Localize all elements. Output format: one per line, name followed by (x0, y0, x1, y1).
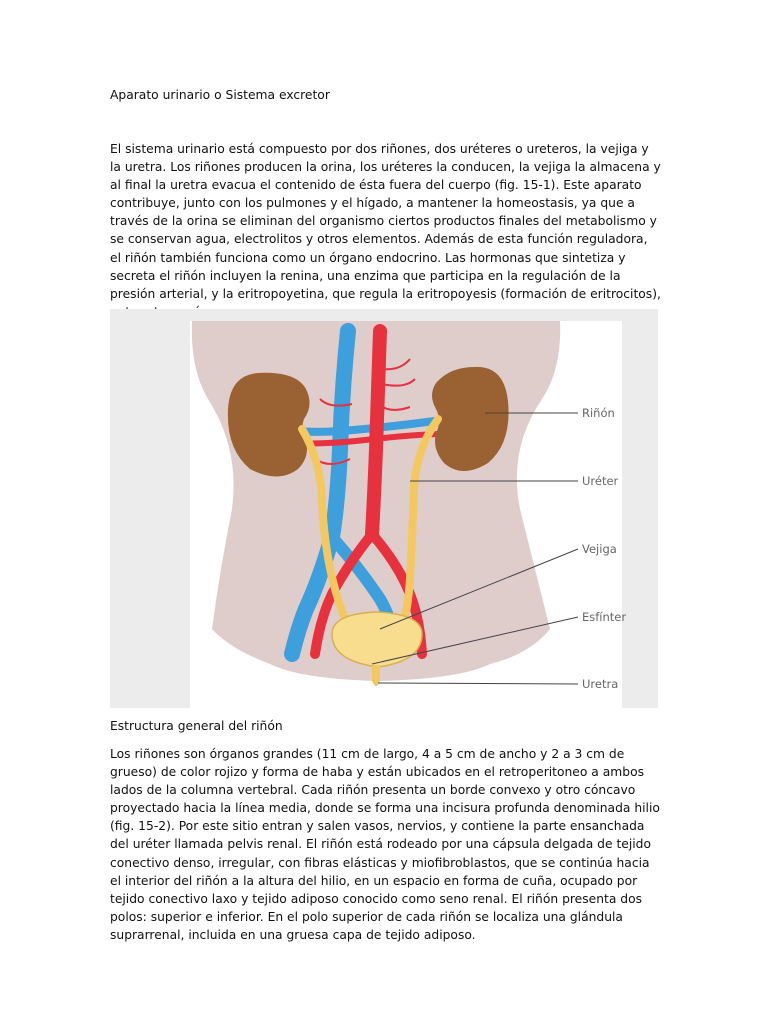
label-urethra: Uretra (582, 677, 619, 691)
section-heading: Estructura general del riñón (110, 719, 283, 733)
label-bladder: Vejiga (582, 542, 617, 556)
aorta (372, 331, 380, 534)
label-sphincter: Esfínter (582, 610, 627, 624)
intro-paragraph: El sistema urinario está compuesto por dos riñones, dos uréteres o ureteros, la vejiga y la uretra. Los riñones producen la orina, los uréteres la conducen, la vejiga la almacena y al final la uretra evacua el contenido de ésta fuera del cuerpo (fig. 15-1). Este aparato contribuye, junto con los pulmones y el hígado, a mantener la homeostasis, ya que a través de la orina se eliminan del organismo ciertos productos finales del metabolismo y se conservan agua, electrolitos y otros elementos. Además de esta función reguladora, el riñón también funciona como un órgano endocrino. Las hormonas que sintetiza y secreta el riñón incluyen la renina, una enzima que participa en la regulación de la presión arterial, y la eritropoyetina, que regula la eritropoyesis (formación de eritrocitos), (110, 142, 661, 301)
kidney-paragraph: Los riñones son órganos grandes (11 cm de largo, 4 a 5 cm de ancho y 2 a 3 cm de grueso) de color rojizo y forma de haba y están ubicados en el retroperitoneo a ambos lados de la columna vertebral. Cada riñón presenta un borde convexo y otro cóncavo proyectado hacia la línea media, donde se forma una incisura profunda denominada hilio (fig. 15-2). Por este sitio entran y salen vasos, nervios, y contiene la parte ensanchada del uréter llamada pelvis renal. El riñón está rodeado por una cápsula delgada de tejido conectivo denso, irregular, con fibras elásticas y miofibroblastos, que se continúa hacia el interior del riñón a la altura del hilio, en un espacio en forma de cuña, ocupado por tejido conectivo laxo y tejido adiposo conocido como seno renal. El riñón presenta dos polos: superior e inferior. En el polo superior de cada riñón se localiza una glándula suprarrenal, incluida en una gruesa capa de tejido adiposo. (110, 747, 660, 942)
label-kidney: Riñón (582, 406, 615, 420)
urinary-system-illustration (110, 309, 658, 708)
label-ureter: Uréter (582, 474, 619, 488)
document-title: Aparato urinario o Sistema excretor (110, 88, 330, 102)
urinary-system-figure (110, 309, 658, 708)
